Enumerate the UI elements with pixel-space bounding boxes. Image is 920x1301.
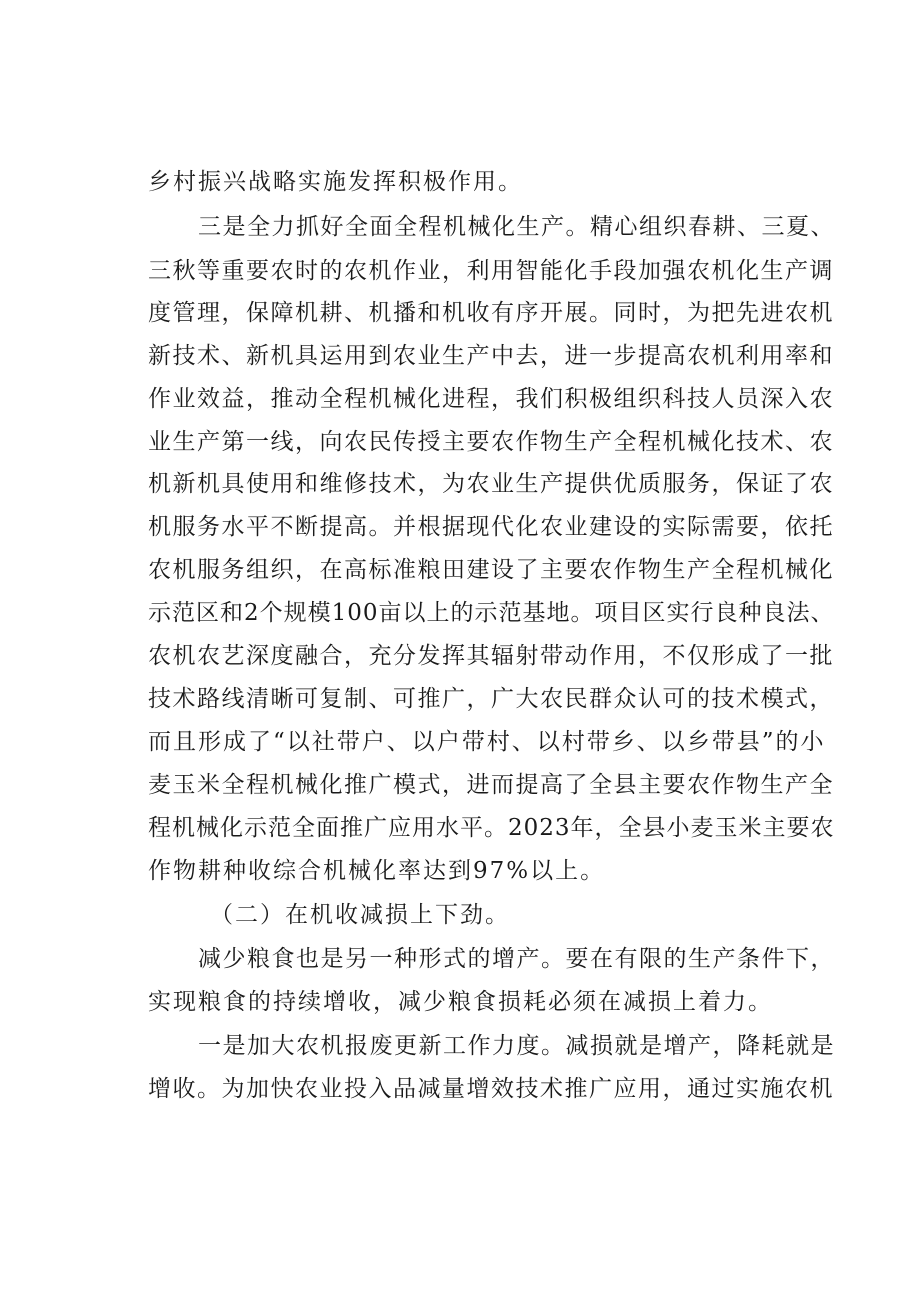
text-line: 度管理，保障机耕、机播和机收有序开展。同时，为把先进农机 [148,300,834,326]
text-line: 而且形成了“以社带户、以户带村、以村带乡、以乡带县”的小 [148,729,826,755]
paragraph-first-line: 减少粮食也是另一种形式的增产。要在有限的生产条件下， [198,946,835,972]
text-line: 农机服务组织，在高标准粮田建设了主要农作物生产全程机械化 [148,557,834,583]
text-line: 实现粮食的持续增收，减少粮食损耗必须在减损上着力。 [148,989,773,1015]
text-line: 作业效益，推动全程机械化进程，我们积极组织科技人员深入农 [148,386,834,412]
text-line: 技术路线清晰可复制、可推广，广大农民群众认可的技术模式， [148,686,834,712]
section-heading: （二）在机收减损上下劲。 [210,902,510,928]
text-line: 业生产第一线，向农民传授主要农作物生产全程机械化技术、农 [148,429,834,455]
text-line: 增收。为加快农业投入品减量增效技术推广应用，通过实施农机 [148,1076,834,1102]
text-line: 机服务水平不断提高。并根据现代化农业建设的实际需要，依托 [148,514,834,540]
text-line: 乡村振兴战略实施发挥积极作用。 [148,169,523,195]
text-line: 示范区和2个规模100亩以上的示范基地。项目区实行良种良法、 [148,600,835,626]
text-line: 麦玉米全程机械化推广模式，进而提高了全县主要农作物生产全 [148,772,834,798]
text-line: 新技术、新机具运用到农业生产中去，进一步提高农机利用率和 [148,343,834,369]
text-line: 三秋等重要农时的农机作业，利用智能化手段加强农机化生产调 [148,258,834,284]
paragraph-first-line: 三是全力抓好全面全程机械化生产。精心组织春耕、三夏、 [198,214,835,240]
text-line: 作物耕种收综合机械化率达到97%以上。 [148,858,606,884]
paragraph-first-line: 一是加大农机报废更新工作力度。减损就是增产，降耗就是 [198,1033,835,1059]
text-line: 程机械化示范全面推广应用水平。2023年，全县小麦玉米主要农 [148,815,835,841]
text-line: 机新机具使用和维修技术，为农业生产提供优质服务，保证了农 [148,471,834,497]
text-line: 农机农艺深度融合，充分发挥其辐射带动作用，不仅形成了一批 [148,643,834,669]
